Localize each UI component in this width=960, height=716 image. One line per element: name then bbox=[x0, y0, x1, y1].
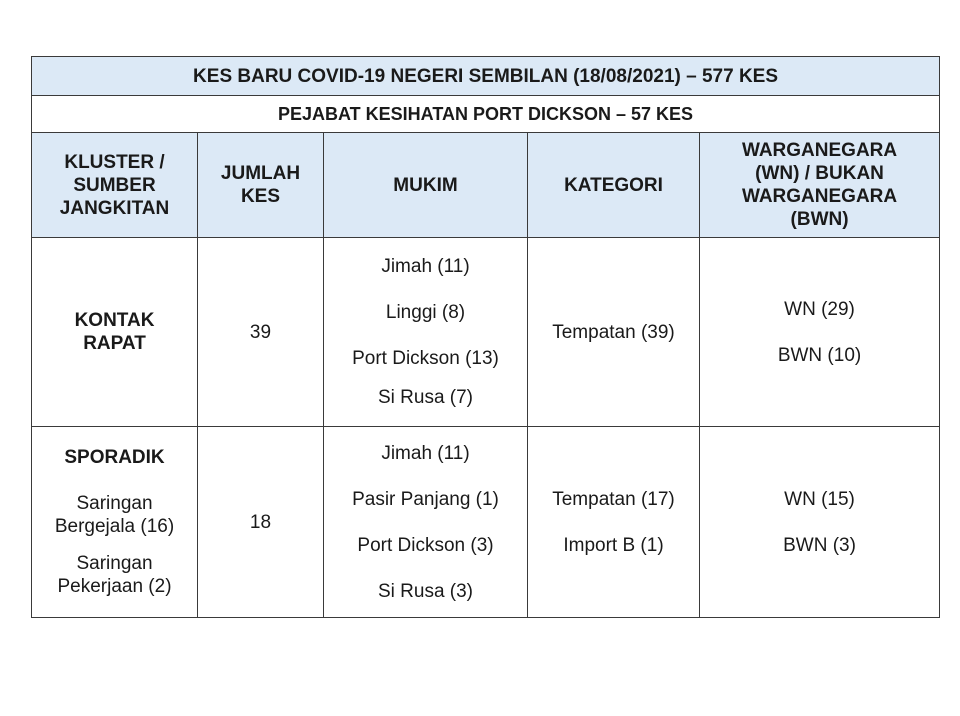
header-jumlah bbox=[198, 133, 324, 238]
mukim-item: Port Dickson (13) bbox=[352, 348, 499, 369]
header-kluster-line-2: SUMBER bbox=[73, 174, 156, 196]
cell-jumlah-sporadik: 18 bbox=[198, 427, 324, 618]
kluster-kontak-line-1: KONTAK bbox=[74, 310, 155, 331]
kluster-kontak-line-2: RAPAT bbox=[83, 333, 146, 354]
cell-kategori-kontak-rapat bbox=[528, 238, 700, 427]
header-kluster-line-1: KLUSTER / bbox=[64, 151, 165, 173]
header-kategori: KATEGORI bbox=[528, 133, 700, 238]
kluster-sporadik-item: Pekerjaan (2) bbox=[57, 576, 172, 597]
header-wn-line-3: WARGANEGARA bbox=[741, 186, 898, 207]
header-wn-line-2: (WN) / BUKAN bbox=[755, 163, 884, 184]
mukim-item: Port Dickson (3) bbox=[357, 534, 494, 556]
wn-item: WN (15) bbox=[784, 488, 855, 510]
table-subtitle: PEJABAT KESIHATAN PORT DICKSON – 57 KES bbox=[32, 96, 940, 133]
kluster-sporadik-item: Saringan bbox=[76, 493, 153, 514]
header-kluster bbox=[32, 133, 198, 238]
header-wn-line-1: WARGANEGARA bbox=[741, 140, 898, 161]
header-mukim: MUKIM bbox=[324, 133, 528, 238]
table-row-kontak-rapat bbox=[32, 238, 940, 427]
table-title: KES BARU COVID-19 NEGERI SEMBILAN (18/08/2021) – 577 KES bbox=[32, 57, 940, 96]
kategori-item: Import B (1) bbox=[563, 534, 664, 556]
cell-kategori-sporadik bbox=[528, 427, 700, 618]
mukim-item: Si Rusa (3) bbox=[377, 580, 474, 602]
header-warganegara bbox=[700, 133, 940, 238]
cell-mukim-kontak-rapat bbox=[324, 238, 528, 427]
header-row bbox=[32, 133, 940, 238]
kategori-item: Tempatan (39) bbox=[552, 321, 675, 343]
kategori-item: Tempatan (17) bbox=[552, 488, 675, 510]
wn-item: WN (29) bbox=[784, 298, 855, 320]
header-jumlah-line-1: JUMLAH bbox=[220, 163, 301, 184]
cell-warganegara-sporadik bbox=[700, 427, 940, 618]
cell-kluster-kontak-rapat bbox=[32, 238, 198, 427]
header-wn-line-4: (BWN) bbox=[790, 209, 849, 230]
cell-warganegara-kontak-rapat bbox=[700, 238, 940, 427]
table-row-sporadik bbox=[32, 427, 940, 618]
mukim-item: Jimah (11) bbox=[381, 442, 470, 464]
table-subtitle-row bbox=[32, 96, 940, 133]
kluster-sporadik-item: Bergejala (16) bbox=[54, 516, 175, 537]
cell-jumlah-kontak-rapat: 39 bbox=[198, 238, 324, 427]
mukim-item: Jimah (11) bbox=[381, 256, 470, 277]
table-title-row bbox=[32, 57, 940, 96]
bwn-item: BWN (3) bbox=[783, 534, 856, 556]
kluster-sporadik-title: SPORADIK bbox=[64, 447, 165, 468]
bwn-item: BWN (10) bbox=[777, 344, 862, 366]
header-jumlah-line-2: KES bbox=[240, 186, 281, 207]
mukim-item: Pasir Panjang (1) bbox=[352, 488, 499, 510]
cell-kluster-sporadik bbox=[32, 427, 198, 618]
mukim-item: Linggi (8) bbox=[385, 302, 466, 323]
mukim-item: Si Rusa (7) bbox=[377, 387, 474, 408]
header-kluster-line-3: JANGKITAN bbox=[59, 197, 170, 219]
covid-cases-table bbox=[31, 56, 940, 618]
kluster-sporadik-item: Saringan bbox=[76, 553, 153, 574]
cell-mukim-sporadik bbox=[324, 427, 528, 618]
